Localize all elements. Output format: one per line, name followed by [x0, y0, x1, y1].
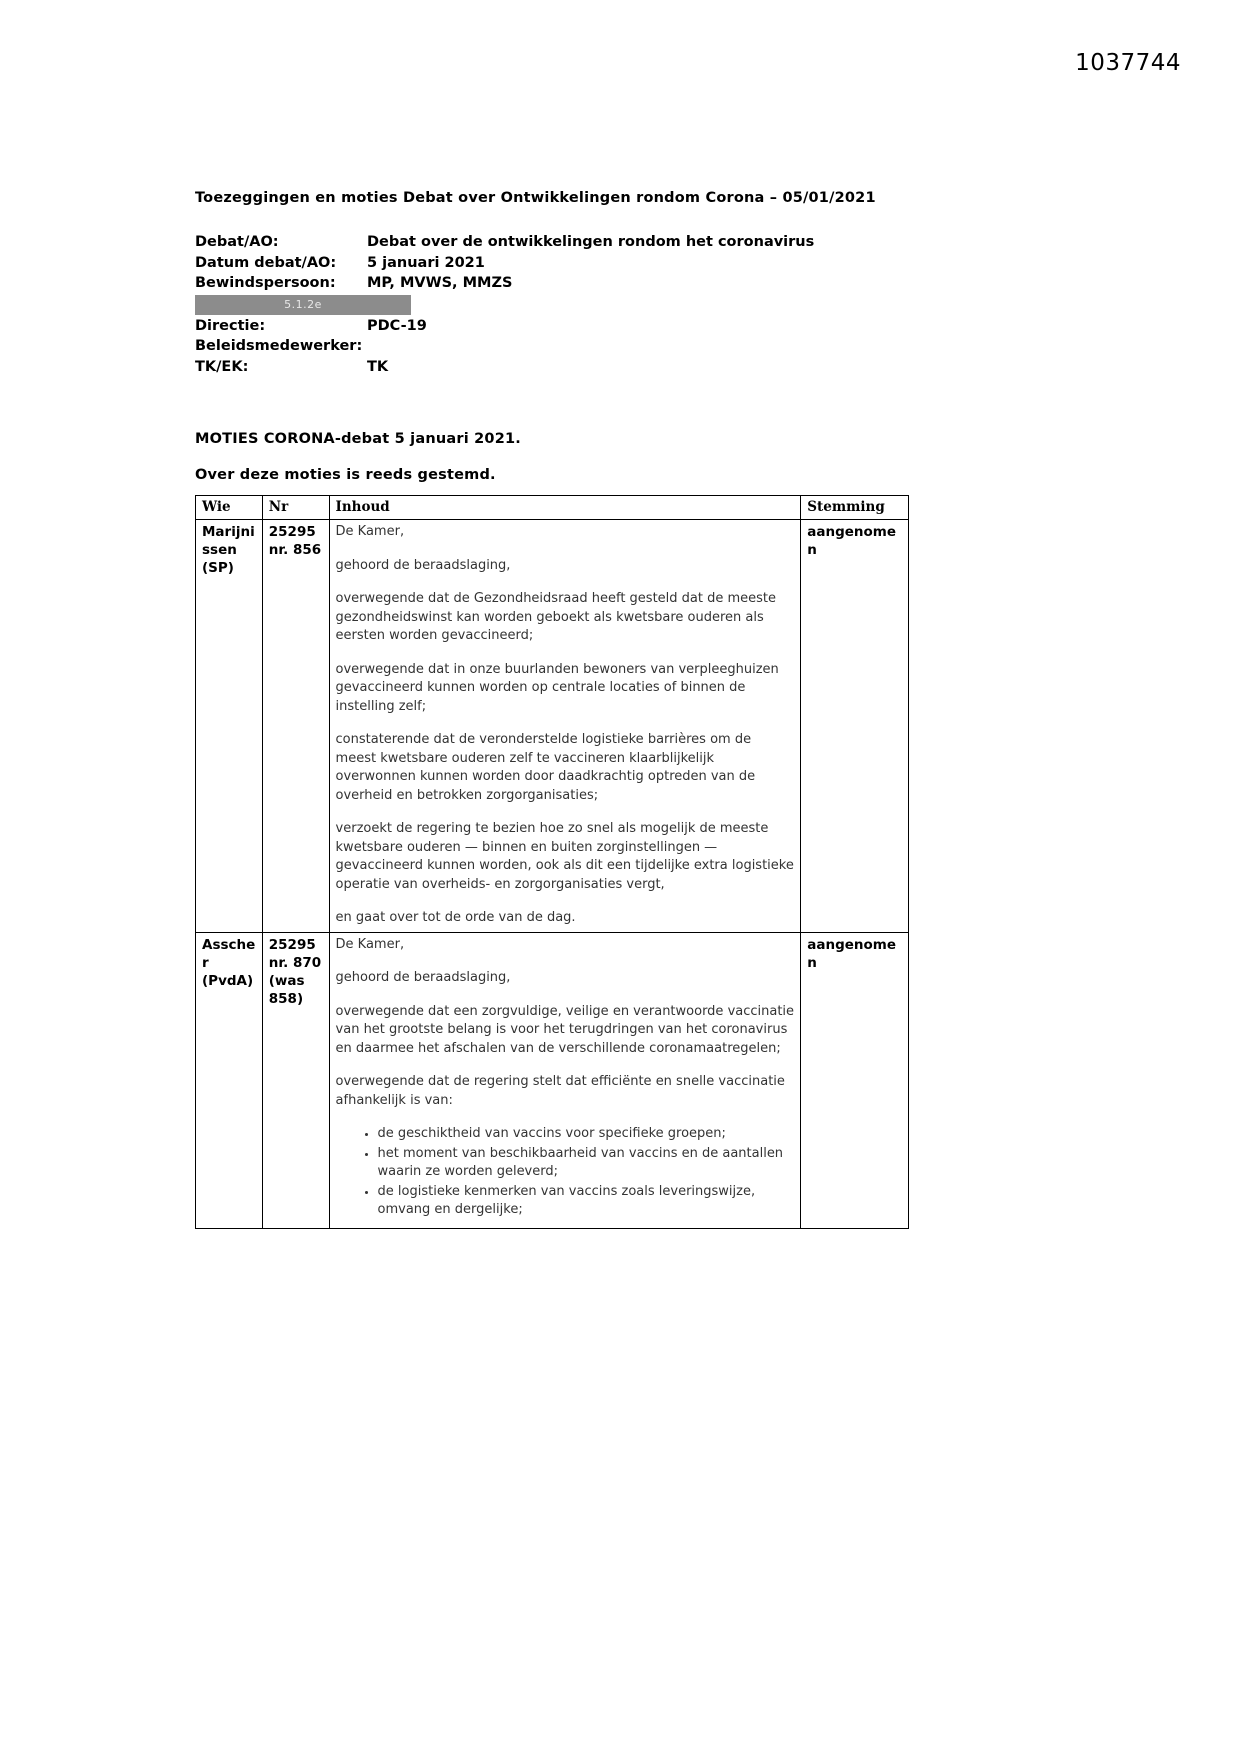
list-item: • het moment van beschikbaarheid van vaccins en de aantallen waarin ze worden geleverd;	[378, 1145, 796, 1182]
cell-inhoud	[329, 932, 801, 1228]
metadata-value: MP, MVWS, MMZS	[367, 275, 513, 291]
cell-nr: 25295 nr. 856	[262, 520, 329, 933]
metadata-row-datum	[195, 253, 1075, 274]
metadata-row-bewindspersoon	[195, 273, 1075, 294]
cell-inhoud	[329, 520, 801, 933]
motion-bullet-list	[336, 1125, 796, 1220]
section-subtitle: Over deze moties is reeds gestemd.	[195, 467, 496, 483]
column-header-nr: Nr	[262, 496, 329, 520]
table-row	[196, 520, 909, 933]
metadata-row-tkek	[195, 357, 1075, 378]
table-row	[196, 932, 909, 1228]
column-header-inhoud: Inhoud	[329, 496, 801, 520]
metadata-value: 5 januari 2021	[367, 254, 485, 271]
metadata-block	[195, 232, 1075, 377]
motion-paragraph: gehoord de beraadslaging,	[335, 970, 511, 985]
metadata-value: Debat over de ontwikkelingen rondom het coronavirus	[367, 234, 815, 250]
redaction-block: 5.1.2e	[195, 295, 411, 315]
document-number: 1037744	[1075, 50, 1181, 76]
motion-paragraph: constaterende dat de veronderstelde logistieke barrières om de meest kwetsbare ouderen zelf te vaccineren klaarblijkelijk overwonnen kunnen worden door daadkrachtig optreden van de overheid en betrokken zorgorganisaties;	[335, 732, 756, 803]
motion-paragraph: De Kamer,	[335, 936, 405, 952]
list-item: • de geschiktheid van vaccins voor specifieke groepen;	[378, 1125, 796, 1144]
metadata-label: Bewindspersoon:	[195, 275, 336, 291]
motion-paragraph: overwegende dat de Gezondheidsraad heeft gesteld dat de meeste gezondheidswinst kan worden geboekt als kwetsbare ouderen als eersten worden gevaccineerd;	[335, 591, 777, 643]
cell-nr: 25295 nr. 870 (was 858)	[262, 932, 329, 1228]
metadata-row-debat	[195, 232, 1075, 253]
table-header-row	[196, 496, 909, 520]
metadata-row-beleidsmedewerker	[195, 336, 1075, 357]
document-content	[195, 190, 1075, 1229]
cell-stemming: aangenomen	[801, 932, 909, 1228]
document-title: Toezeggingen en moties Debat over Ontwikkelingen rondom Corona – 05/01/2021	[195, 190, 876, 206]
motion-paragraph: overwegende dat de regering stelt dat efficiënte en snelle vaccinatie afhankelijk is van:	[335, 1074, 785, 1108]
metadata-label: Directie:	[195, 317, 266, 334]
list-item: • de logistieke kenmerken van vaccins zoals leveringswijze, omvang en dergelijke;	[378, 1183, 796, 1220]
metadata-value: TK	[367, 358, 389, 375]
motion-paragraph: verzoekt de regering te bezien hoe zo snel als mogelijk de meeste kwetsbare ouderen — binnen en buiten zorginstellingen — gevaccineerd kunnen worden, ook als dit een tijdelijke extra logistieke operatie van overheids- en zorgorganisaties vergt,	[335, 821, 794, 892]
cell-wie: Asscher (PvdA)	[196, 932, 263, 1228]
column-header-wie: Wie	[196, 496, 263, 520]
metadata-value: PDC-19	[367, 317, 427, 334]
metadata-row-directie	[195, 316, 1075, 337]
metadata-label: TK/EK:	[195, 358, 249, 375]
motion-paragraph: en gaat over tot de orde van de dag.	[335, 910, 576, 925]
metadata-label: Debat/AO:	[195, 234, 279, 250]
motion-paragraph: overwegende dat in onze buurlanden bewoners van verpleeghuizen gevaccineerd kunnen worden op centrale locaties of binnen de instelling zelf;	[335, 661, 779, 714]
cell-wie: Marijnissen (SP)	[196, 520, 263, 933]
column-header-stemming: Stemming	[801, 496, 909, 520]
motion-paragraph: overwegende dat een zorgvuldige, veilige en verantwoorde vaccinatie van het grootste belang is voor het terugdringen van het coronavirus en daarmee het afschalen van de verschillende coronamaatregelen;	[335, 1003, 795, 1056]
motion-paragraph: gehoord de beraadslaging,	[335, 557, 511, 573]
metadata-label: Datum debat/AO:	[195, 254, 337, 271]
metadata-value	[367, 336, 1075, 357]
metadata-label: Beleidsmedewerker:	[195, 338, 363, 354]
section-title: MOTIES CORONA-debat 5 januari 2021.	[195, 431, 521, 447]
motions-table	[195, 495, 909, 1229]
motion-paragraph: De Kamer,	[335, 524, 405, 539]
cell-stemming: aangenomen	[801, 520, 909, 933]
